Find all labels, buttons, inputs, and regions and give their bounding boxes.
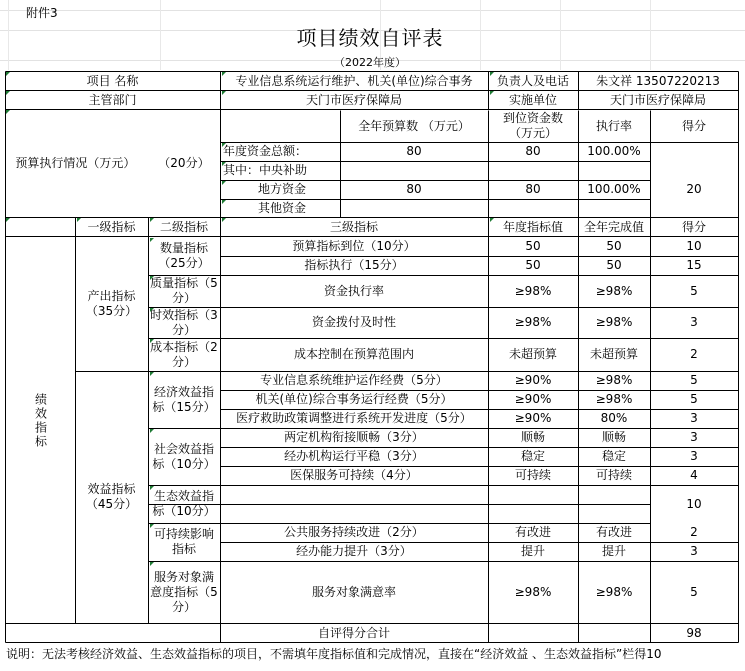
indicator-actual[interactable]: ≥98% (595, 283, 633, 298)
cell-comment-marker (222, 143, 226, 147)
indicator-level3[interactable]: 服务对象满意率 (311, 584, 396, 599)
indicator-score[interactable]: 15 (686, 258, 702, 272)
budget-row-rate[interactable]: 100.00% (587, 182, 641, 196)
indicator-score[interactable]: 3 (690, 315, 698, 329)
budget-row-annual[interactable]: 80 (406, 182, 422, 196)
cell-comment-marker (150, 486, 154, 490)
indicators-col-actual[interactable]: 全年完成值 (583, 219, 644, 234)
indicator-target[interactable]: ≥98% (514, 315, 552, 329)
indicator-score[interactable]: 3 (690, 411, 698, 425)
indicator-target[interactable]: 顺畅 (520, 430, 545, 444)
indicator-actual[interactable]: 有改进 (595, 525, 632, 539)
indicator-level2[interactable]: 生态效益指标（10分） (152, 489, 216, 518)
report-year: （2022年度） (334, 56, 406, 69)
cell-comment-marker (490, 218, 494, 222)
indicator-level3[interactable]: 经办机构运行平稳（3分） (284, 449, 424, 463)
indicator-actual[interactable]: 50 (606, 239, 622, 253)
total-score[interactable]: 98 (686, 625, 702, 640)
indicator-target[interactable]: ≥98% (514, 283, 552, 298)
budget-col-score[interactable]: 得分 (681, 118, 706, 133)
indicator-level3[interactable]: 专业信息系统维护运作经费（5分） (260, 373, 448, 387)
budget-row-annual[interactable]: 80 (406, 144, 422, 158)
cell-comment-marker (222, 218, 226, 222)
indicator-level2[interactable]: 经济效益指标（15分） (152, 384, 216, 414)
indicator-actual[interactable]: 50 (606, 258, 622, 272)
cell-comment-marker (222, 72, 226, 76)
dept-label[interactable]: 主管部门 (88, 92, 137, 107)
cell-comment-marker (77, 218, 81, 222)
budget-row-received[interactable]: 80 (525, 144, 541, 158)
benefit-indicators-label[interactable] (75, 371, 148, 623)
indicator-target[interactable]: ≥90% (514, 373, 552, 387)
indicator-level2[interactable]: 社会效益指标（10分） (152, 441, 216, 471)
cell-comment-marker (150, 238, 154, 242)
indicator-actual[interactable]: ≥98% (595, 584, 633, 599)
budget-row-received[interactable] (488, 199, 578, 217)
budget-row-label[interactable]: 其中：中央补助 (223, 163, 308, 177)
budget-row-label[interactable]: 年度资金总额： (223, 144, 308, 158)
indicator-target[interactable]: 有改进 (514, 525, 551, 539)
budget-col-rate[interactable]: 执行率 (595, 118, 632, 133)
budget-row-label[interactable]: 其他资金 (257, 200, 306, 215)
indicator-score[interactable]: 5 (690, 283, 698, 298)
indicator-level3[interactable]: 成本控制在预算范围内 (293, 347, 414, 361)
cell-comment-marker (222, 162, 226, 166)
indicator-actual[interactable]: ≥98% (595, 392, 633, 406)
indicator-level3[interactable]: 公共服务持续改进（2分） (284, 525, 424, 539)
cell-comment-marker (150, 429, 154, 433)
budget-row-rate[interactable] (578, 161, 650, 180)
indicator-actual[interactable]: 稳定 (601, 449, 626, 463)
indicator-level3[interactable]: 资金拨付及时性 (311, 315, 396, 329)
footnote: 说明：无法考核经济效益、生态效益指标的项目，不需填年度指标值和完成情况，直接在“经济效益 、生态效益指标”栏得10 (6, 647, 662, 661)
indicators-section-label[interactable]: 绩效指标 (33, 392, 48, 449)
indicator-target[interactable]: ≥90% (514, 411, 552, 425)
indicator-level3[interactable]: 机关(单位)综合事务运行经费（5分） (255, 392, 453, 406)
indicators-col-level1[interactable]: 一级指标 (87, 219, 136, 234)
budget-row-annual[interactable] (340, 161, 488, 180)
indicator-level3[interactable]: 资金执行率 (323, 283, 384, 298)
indicator-level2[interactable]: 可持续影响指标 (153, 527, 214, 556)
indicator-level2[interactable]: 质量指标（5分） (150, 276, 218, 305)
output-indicators-text: 产出指标（35分） (85, 288, 138, 318)
indicator-actual[interactable]: ≥98% (595, 315, 633, 329)
indicators-col-target[interactable]: 年度指标值 (502, 219, 563, 234)
impl-value[interactable]: 天门市医疗保障局 (609, 92, 706, 107)
indicator-target[interactable]: 50 (525, 239, 541, 253)
indicator-target[interactable]: 未超预算 (508, 347, 557, 361)
budget-row-rate[interactable]: 100.00% (587, 144, 641, 158)
budget-row-annual[interactable] (340, 199, 488, 217)
cell-comment-marker (490, 91, 494, 95)
indicator-actual[interactable]: 提升 (601, 544, 626, 558)
indicator-level3[interactable]: 两定机构衔接顺畅（3分） (284, 430, 424, 444)
indicators-col-score[interactable]: 得分 (681, 219, 706, 234)
cell-comment-marker (222, 200, 226, 204)
budget-row-label[interactable]: 地方资金 (257, 182, 306, 196)
indicator-score[interactable]: 3 (690, 449, 698, 463)
cell-comment-marker (150, 372, 154, 376)
cell-comment-marker (490, 72, 494, 76)
indicator-score[interactable]: 3 (690, 544, 698, 558)
cell-comment-marker (222, 91, 226, 95)
cell-comment-marker (6, 72, 10, 76)
budget-row-received[interactable]: 80 (525, 182, 541, 196)
impl-label[interactable]: 实施单位 (508, 92, 557, 107)
indicator-score[interactable]: 5 (690, 373, 698, 387)
indicator-actual[interactable]: 未超预算 (589, 347, 638, 361)
cell-comment-marker (150, 524, 154, 528)
indicator-target[interactable]: ≥90% (514, 392, 552, 406)
contact-value[interactable]: 朱文祥 13507220213 (596, 73, 720, 88)
indicator-target[interactable]: 提升 (520, 544, 545, 558)
cell-comment-marker (150, 339, 154, 343)
indicator-level2[interactable]: 数量指标（25分） (158, 241, 210, 270)
contact-label[interactable]: 负责人及电话 (496, 73, 569, 88)
indicator-target[interactable]: 可持续 (514, 468, 551, 482)
cell-comment-marker (6, 91, 10, 95)
cell-comment-marker (150, 276, 154, 280)
indicator-actual[interactable]: 可持续 (595, 468, 632, 482)
cell-comment-marker (150, 218, 154, 222)
indicator-score[interactable]: 3 (690, 430, 698, 444)
cell-comment-marker (150, 308, 154, 312)
dept-value[interactable]: 天门市医疗保障局 (305, 92, 402, 107)
indicator-level3[interactable]: 医保服务可持续（4分） (290, 468, 418, 482)
total-label[interactable]: 自评得分合计 (317, 625, 390, 640)
indicator-level3[interactable]: 经办能力提升（3分） (296, 544, 412, 558)
indicator-level3[interactable]: 指标执行（15分） (304, 258, 404, 272)
indicator-actual[interactable]: 80% (600, 411, 628, 425)
project-name-value[interactable]: 专业信息系统运行维护、机关(单位)综合事务 (235, 73, 473, 88)
cell-comment-marker (150, 562, 154, 566)
indicator-level2[interactable]: 时效指标（3分） (150, 307, 218, 337)
budget-section-label[interactable]: 预算执行情况（万元） （20分） (15, 156, 210, 170)
indicator-target[interactable]: 稳定 (520, 449, 545, 463)
indicators-col-level2[interactable]: 二级指标 (159, 219, 208, 234)
annex-label: 附件3 (26, 6, 58, 20)
indicator-actual[interactable]: 顺畅 (601, 430, 626, 444)
budget-col-received[interactable]: 到位资金数（万元） (502, 111, 563, 140)
indicator-level2[interactable]: 服务对象满意度指标（5分） (150, 569, 218, 614)
indicator-target[interactable]: 50 (525, 258, 541, 272)
cell-comment-marker (6, 110, 10, 114)
budget-score[interactable]: 20 (686, 181, 702, 196)
indicator-score[interactable]: 5 (690, 584, 698, 599)
project-name-label[interactable]: 项目 名称 (86, 73, 139, 88)
indicator-score[interactable]: 4 (690, 468, 698, 482)
indicator-level3[interactable]: 预算指标到位（10分） (292, 239, 416, 253)
budget-col-annual[interactable]: 全年预算数 （万元） (358, 118, 470, 133)
benefit-indicators-text: 效益指标（45分） (85, 482, 138, 511)
indicator-target[interactable]: ≥98% (514, 584, 552, 599)
page-title: 项目绩效自评表 (296, 26, 444, 50)
indicator-score[interactable]: 10 (686, 239, 702, 253)
cell-comment-marker (6, 218, 10, 222)
indicator-level2[interactable]: 成本指标（2分） (150, 339, 218, 369)
budget-row-received[interactable] (488, 161, 578, 180)
indicators-col-level3[interactable]: 三级指标 (329, 219, 378, 234)
indicator-level3[interactable]: 医疗救助政策调整进行系统开发进度（5分） (236, 411, 472, 425)
output-indicators-label[interactable] (75, 237, 148, 370)
indicator-score[interactable]: 10 (686, 496, 702, 511)
indicator-score[interactable]: 2 (690, 525, 698, 539)
cell-comment-marker (222, 181, 226, 185)
budget-row-rate[interactable] (578, 199, 650, 217)
indicator-actual[interactable]: ≥98% (595, 373, 633, 387)
indicator-score[interactable]: 2 (690, 347, 698, 361)
indicator-score[interactable]: 5 (690, 392, 698, 406)
